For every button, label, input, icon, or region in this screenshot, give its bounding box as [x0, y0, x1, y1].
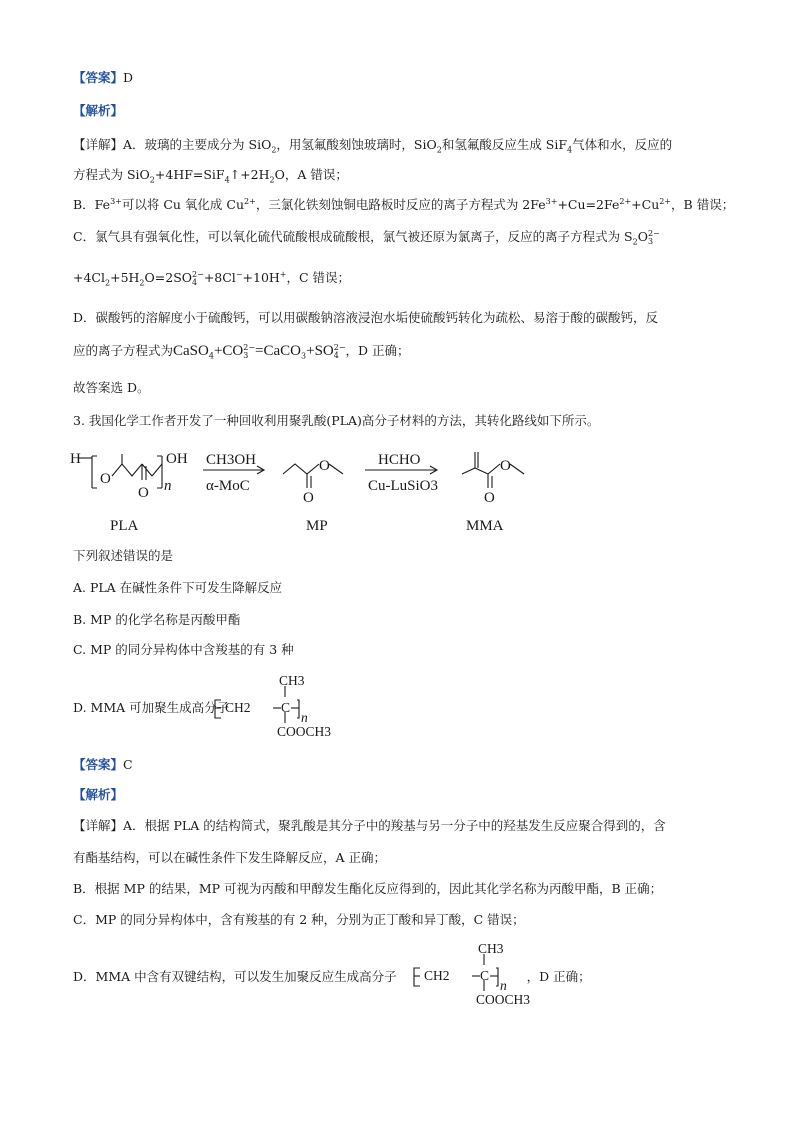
text-span: 下列叙述错误的是: [73, 548, 174, 563]
repeat-n: n: [500, 978, 507, 993]
detail-tag: 【详解】: [73, 137, 124, 152]
carbon-label: C: [480, 968, 490, 983]
arrow-2-catalyst: Cu-LuSiO3: [368, 478, 439, 494]
question-3-prompt: [73, 548, 173, 563]
ch2-label: CH2: [225, 700, 251, 715]
explanation-c-line1: [73, 229, 660, 246]
bond: [152, 464, 162, 476]
text-span: O，A 错误；: [274, 167, 348, 182]
ester-label: COOCH3: [476, 992, 531, 1007]
analysis-heading-q2: [73, 103, 123, 118]
superscript: 2−: [192, 269, 204, 279]
text-span: 和氢氟酸反应生成 SiF: [441, 137, 568, 152]
methyl-label: CH3: [478, 941, 504, 956]
superscript: +: [279, 269, 287, 279]
subscript: 2: [105, 278, 111, 288]
superscript: 2+: [659, 196, 672, 206]
option-d[interactable]: [73, 700, 229, 715]
answer-line-q2: [73, 70, 133, 85]
answer-value: D: [123, 70, 134, 85]
mma-backbone: [462, 464, 500, 474]
text-span: +5H: [110, 270, 140, 285]
explanation-b-line: [73, 197, 734, 212]
subscript: 2: [149, 175, 155, 185]
text-span: D. MMA 可加聚生成高分子: [73, 700, 230, 715]
text-span: C．MP 的同分异构体中，含有羧基的有 2 种，分别为正丁酸和异丁酸，C 错误；: [73, 912, 525, 927]
pla-carbonyl-o: O: [138, 485, 149, 501]
text-span: +Cu=2Fe: [557, 197, 620, 212]
text-span: ，三氯化铁刻蚀铜电路板时反应的离子方程式为 2Fe: [255, 197, 546, 212]
explanation-a-line2: [73, 167, 348, 185]
subscript: 3: [647, 236, 654, 246]
superscript: 3+: [110, 196, 122, 206]
superscript: 2+: [244, 196, 256, 206]
ester-label: COOCH3: [277, 724, 332, 739]
reaction-scheme: [70, 440, 560, 540]
subscript: 2: [436, 145, 442, 155]
text-span: B．Fe: [73, 197, 111, 212]
superscript: 2−: [647, 228, 660, 238]
text-span: ，D 正确；: [345, 343, 410, 358]
explanation-q3-b: [73, 881, 662, 896]
carbon-label: C: [281, 700, 291, 715]
superscript: 2−: [333, 342, 346, 352]
text-span: C．氯气具有强氧化性，可以氧化硫代硫酸根成硫酸根，氯气被还原为氯离子，反应的离子方程式为 S: [73, 229, 633, 244]
bracket-left: [414, 968, 420, 986]
bracket-right: [157, 456, 162, 488]
pla-ether-o: O: [100, 471, 111, 487]
pla-backbone: [112, 464, 142, 476]
text-span: 气体和水，反应的: [572, 137, 673, 152]
bracket-right: [496, 968, 498, 986]
label-mma: MMA: [466, 518, 504, 534]
text-span: B. MP 的化学名称是丙酸甲酯: [73, 612, 241, 627]
answer-tag: 【答案】: [73, 70, 124, 85]
text-span: A．玻璃的主要成分为 SiO: [123, 137, 272, 152]
label-mp: MP: [306, 518, 328, 534]
detail-tag: 【详解】: [73, 818, 124, 833]
equation-part: CaSO: [173, 343, 209, 359]
equation-part: =CaCO: [255, 343, 302, 359]
charge-stack: [192, 271, 204, 287]
text-span: B．根据 MP 的结果，MP 可视为丙酸和甲醇发生酯化反应得到的，因此其化学名称为丙酸甲酯，B 正确；: [73, 881, 663, 896]
polymer-structure-explanation: [412, 940, 552, 1008]
subscript: 4: [192, 277, 198, 287]
equation-part: +SO: [306, 343, 334, 359]
arrow-2-top-reagent: HCHO: [378, 452, 421, 468]
text-span: +10H: [242, 270, 280, 285]
explanation-q3-a-line2: [73, 850, 386, 865]
subscript: 4: [567, 145, 573, 155]
text-span: +Cu: [631, 197, 660, 212]
subscript: 3: [301, 351, 307, 361]
charge-stack: [334, 344, 346, 360]
question-3-stem: [73, 413, 599, 428]
pla-n: n: [164, 478, 172, 494]
subscript: 2: [139, 278, 145, 288]
superscript: 2−: [243, 342, 256, 352]
arrow-1-top-reagent: CH3OH: [206, 452, 257, 468]
mma-carbonyl-o: O: [484, 490, 495, 506]
subscript: 4: [333, 350, 339, 360]
conclusion-q2: [73, 380, 150, 395]
text-span: A. PLA 在碱性条件下可发生降解反应: [73, 580, 283, 595]
mp-carbonyl-o: O: [303, 490, 314, 506]
subscript: 2: [632, 237, 638, 247]
text-span: ，D 正确；: [526, 969, 591, 984]
mp-methyl: [329, 464, 343, 474]
superscript: 2+: [619, 196, 632, 206]
mma-ether-o: O: [500, 458, 511, 474]
text-span: O: [637, 229, 648, 244]
text-span: O=2SO: [144, 270, 193, 285]
charge-stack: [243, 344, 255, 360]
explanation-d-line2: [73, 342, 410, 360]
explanation-q3-a-line1: [73, 818, 666, 833]
text-span: ，用氢氟酸刻蚀玻璃时，SiO: [276, 137, 437, 152]
text-span: +8Cl: [203, 270, 236, 285]
subscript: 4: [224, 175, 230, 185]
subscript: 4: [208, 351, 214, 361]
subscript: 3: [243, 350, 249, 360]
text-span: D．碳酸钙的溶解度小于硫酸钙，可以用碳酸钠溶液浸泡水垢使硫酸钙转化为疏松、易溶于酸的碳酸钙，反: [73, 310, 659, 325]
text-span: 可以将 Cu 氧化成 Cu: [121, 197, 245, 212]
text-span: A．根据 PLA 的结构简式，聚乳酸是其分子中的羧基与另一分子中的羟基发生反应聚合得到的，含: [123, 818, 666, 833]
text-span: 有酯基结构，可以在碱性条件下发生降解反应，A 正确；: [73, 850, 387, 865]
analysis-heading-q3: [73, 787, 123, 802]
mp-backbone: [283, 464, 319, 474]
repeat-n: n: [301, 710, 308, 725]
option-c[interactable]: [73, 642, 294, 657]
pla-h: H: [70, 451, 81, 467]
explanation-d-line1: [73, 310, 658, 325]
text-span: +4HF=SiF: [154, 167, 225, 182]
answer-line-q3: [73, 757, 133, 772]
explanation-c-line2: [73, 270, 350, 287]
text-span: 方程式为 SiO: [73, 167, 150, 182]
label-pla: PLA: [110, 518, 139, 534]
bond: [142, 464, 152, 476]
text-span: 应的离子方程式为: [73, 343, 174, 358]
text-span: D．MMA 中含有双键结构，可以发生加聚反应生成高分子: [73, 969, 397, 984]
text-span: C. MP 的同分异构体中含羧基的有 3 种: [73, 642, 294, 657]
arrow-1-catalyst: α-MoC: [206, 478, 250, 494]
option-b[interactable]: [73, 612, 240, 627]
polymer-structure-option-d: [213, 672, 353, 740]
subscript: 2: [269, 175, 275, 185]
mma-methyl: [510, 464, 524, 474]
option-a[interactable]: [73, 580, 282, 595]
superscript: 3+: [545, 196, 558, 206]
text-span: ，C 错误；: [286, 270, 351, 285]
subscript: 2: [271, 145, 277, 155]
answer-value: C: [123, 757, 133, 772]
charge-stack: [648, 230, 660, 246]
analysis-tag: 【解析】: [73, 103, 124, 118]
methyl-label: CH3: [279, 673, 305, 688]
bracket-left: [92, 456, 97, 488]
text-span: ↑+2H: [229, 167, 270, 182]
text-span: +4Cl: [73, 270, 105, 285]
text-span: 故答案选 D。: [73, 380, 150, 395]
equation-part: +CO: [213, 343, 244, 359]
answer-tag: 【答案】: [73, 757, 124, 772]
bracket-left: [215, 700, 221, 718]
superscript: −: [235, 269, 243, 279]
analysis-tag: 【解析】: [73, 787, 124, 802]
bracket-right: [297, 700, 299, 718]
explanation-a-line1: [73, 137, 673, 155]
pla-oh: OH: [166, 451, 188, 467]
ch2-label: CH2: [424, 968, 450, 983]
text-span: 3. 我国化学工作者开发了一种回收利用聚乳酸(PLA)高分子材料的方法，其转化路线如下所示。: [73, 413, 600, 428]
mp-ether-o: O: [319, 458, 330, 474]
explanation-q3-c: [73, 912, 525, 927]
text-span: ，B 错误；: [671, 197, 735, 212]
